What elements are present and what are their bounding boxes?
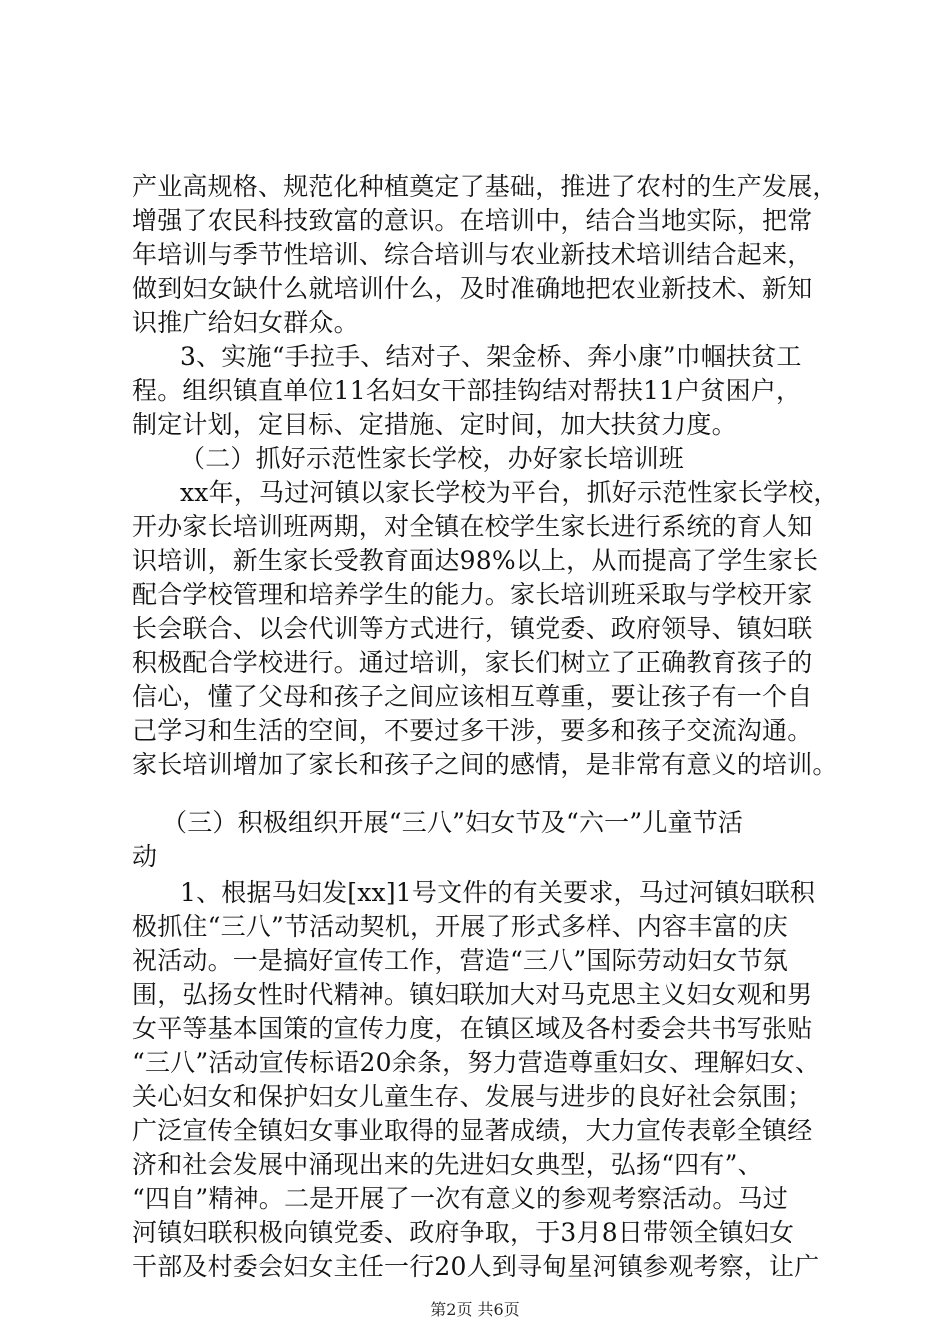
page-number-footer: 第2页 共6页 xyxy=(430,1300,520,1319)
section-heading-2: （二）抓好示范性家长学校，办好家长培训班 xyxy=(180,444,685,473)
text-line: 关心妇女和保护妇女儿童生存、发展与进步的良好社会氛围； xyxy=(132,1082,813,1111)
text-line: 产业高规格、规范化种植奠定了基础，推进了农村的生产发展， xyxy=(132,172,838,201)
text-line: 增强了农民科技致富的意识。在培训中，结合当地实际，把常 xyxy=(132,206,813,235)
text-line: 程。组织镇直单位11名妇女干部挂钩结对帮扶11户贫困户， xyxy=(132,376,802,405)
text-line: 年培训与季节性培训、综合培训与农业新技术培训结合起来， xyxy=(132,240,813,269)
section-heading-3-continued: 动 xyxy=(132,842,158,871)
text-line: 长会联合、以会代训等方式进行，镇党委、政府领导、镇妇联 xyxy=(132,614,813,643)
text-line: 识培训，新生家长受教育面达98%以上，从而提高了学生家长 xyxy=(132,546,819,575)
text-line: 信心，懂了父母和孩子之间应该相互尊重，要让孩子有一个自 xyxy=(132,682,813,711)
paragraph-start-line: 3、实施“手拉手、结对子、架金桥、奔小康”巾帼扶贫工 xyxy=(180,342,802,371)
text-line: 围，弘扬女性时代精神。镇妇联加大对马克思主义妇女观和男 xyxy=(132,980,813,1009)
text-line: 积极配合学校进行。通过培训，家长们树立了正确教育孩子的 xyxy=(132,648,813,677)
text-line: 干部及村委会妇女主任一行20人到寻甸星河镇参观考察，让广 xyxy=(132,1252,820,1281)
paragraph-start-line: xx年，马过河镇以家长学校为平台，抓好示范性家长学校， xyxy=(180,478,839,507)
paragraph-start-line: 1、根据马妇发[xx]1号文件的有关要求，马过河镇妇联积 xyxy=(180,878,816,907)
text-line: 制定计划，定目标、定措施、定时间，加大扶贫力度。 xyxy=(132,410,737,439)
text-line: 广泛宣传全镇妇女事业取得的显著成绩，大力宣传表彰全镇经 xyxy=(132,1116,813,1145)
text-line: 济和社会发展中涌现出来的先进妇女典型，弘扬“四有”、 xyxy=(132,1150,763,1179)
text-line: 河镇妇联积极向镇党委、政府争取，于3月8日带领全镇妇女 xyxy=(132,1218,795,1247)
text-line: 祝活动。一是搞好宣传工作，营造“三八”国际劳动妇女节氛 xyxy=(132,946,788,975)
text-line: 识推广给妇女群众。 xyxy=(132,308,359,337)
section-heading-3: （三）积极组织开展“三八”妇女节及“六一”儿童节活 xyxy=(162,808,744,837)
text-line: 女平等基本国策的宣传力度，在镇区域及各村委会共书写张贴 xyxy=(132,1014,813,1043)
text-line: 配合学校管理和培养学生的能力。家长培训班采取与学校开家 xyxy=(132,580,813,609)
text-line: 开办家长培训班两期，对全镇在校学生家长进行系统的育人知 xyxy=(132,512,813,541)
text-line: “三八”活动宣传标语20余条，努力营造尊重妇女、理解妇女、 xyxy=(132,1048,821,1077)
text-line: 己学习和生活的空间，不要过多干涉，要多和孩子交流沟通。 xyxy=(132,716,813,745)
text-line: 家长培训增加了家长和孩子之间的感情，是非常有意义的培训。 xyxy=(132,750,838,779)
text-line: 极抓住“三八”节活动契机，开展了形式多样、内容丰富的庆 xyxy=(132,912,788,941)
text-line: “四自”精神。二是开展了一次有意义的参观考察活动。马过 xyxy=(132,1184,788,1213)
text-line: 做到妇女缺什么就培训什么，及时准确地把农业新技术、新知 xyxy=(132,274,813,303)
